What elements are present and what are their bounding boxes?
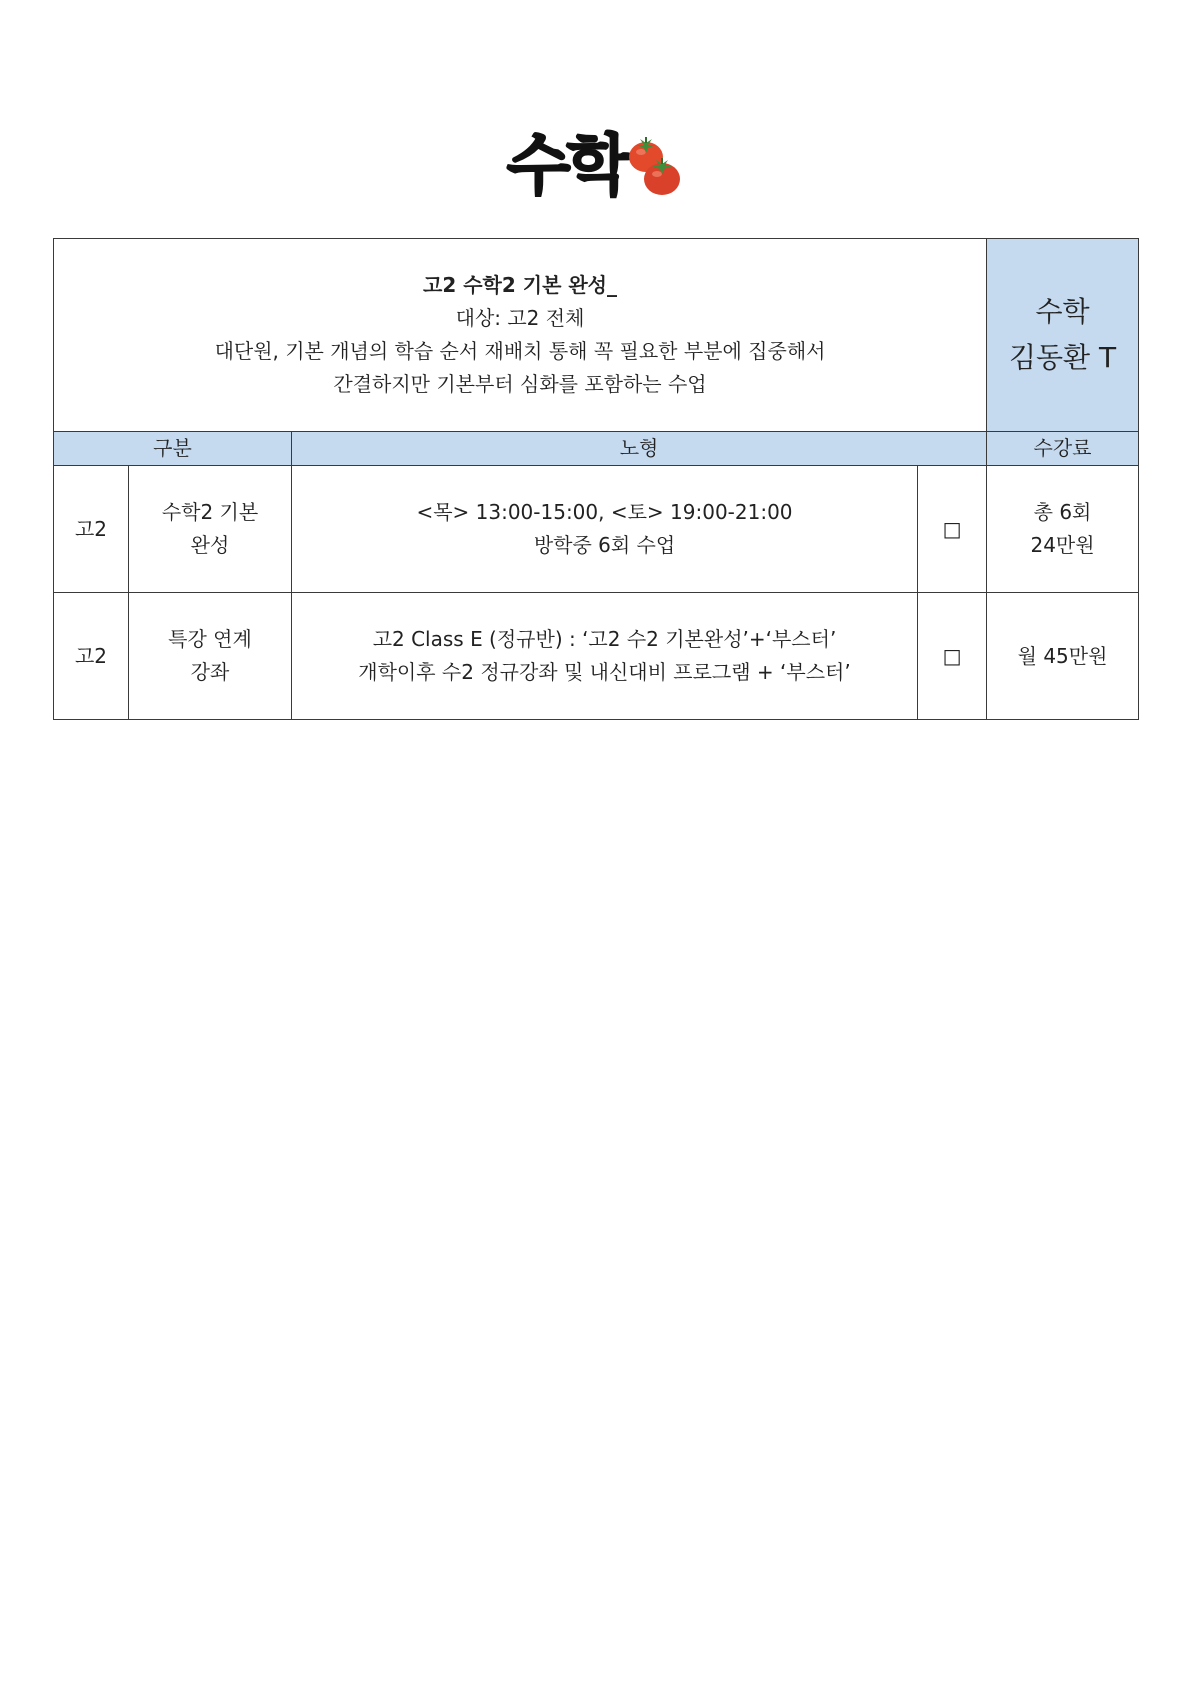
detail-line2: 방학중 6회 수업 (533, 533, 676, 557)
column-header-fee: 수강료 (987, 432, 1139, 466)
teacher-subject: 수학 (1035, 295, 1090, 328)
page-header (0, 126, 1191, 206)
fee-line2: 24만원 (1030, 533, 1095, 557)
row-detail (292, 593, 918, 720)
column-header-type: 노형 (292, 432, 987, 466)
checkbox-icon[interactable]: □ (942, 643, 962, 668)
table-row (54, 593, 1139, 720)
tomato-icon (624, 133, 684, 203)
row-grade: 고2 (54, 466, 129, 593)
table-row (54, 466, 1139, 593)
course-name-line1: 특강 연계 (168, 627, 252, 651)
course-description-line2: 간결하지만 기본부터 심화를 포함하는 수업 (333, 372, 707, 396)
course-description-line1: 대단원, 기본 개념의 학습 순서 재배치 통해 꼭 필요한 부분에 집중해서 (214, 339, 826, 363)
checkbox-icon[interactable]: □ (942, 516, 962, 541)
teacher-cell (987, 239, 1139, 432)
course-summary-cell (54, 239, 987, 432)
course-name-line2: 완성 (190, 533, 230, 557)
row-course-name (129, 466, 292, 593)
row-grade: 고2 (54, 593, 129, 720)
course-name-line1: 수학2 기본 (161, 500, 259, 524)
teacher-name: 김동환 T (1008, 341, 1117, 374)
column-header-category: 구분 (54, 432, 292, 466)
course-name-line2: 강좌 (190, 660, 230, 684)
row-fee (987, 466, 1139, 593)
course-header-row (54, 239, 1139, 432)
row-detail (292, 466, 918, 593)
course-title: 고2 수학2 기본 완성_ (423, 273, 617, 297)
detail-line2: 개학이후 수2 정규강좌 및 내신대비 프로그램 + ‘부스터’ (358, 660, 851, 684)
page-title: 수학 (506, 127, 627, 204)
course-table (53, 238, 1139, 720)
row-checkbox[interactable] (918, 466, 987, 593)
row-checkbox[interactable] (918, 593, 987, 720)
row-fee (987, 593, 1139, 720)
column-header-row (54, 432, 1139, 466)
detail-line1: 고2 Class E (정규반) : ‘고2 수2 기본완성’+‘부스터’ (372, 627, 837, 651)
fee-line1: 월 45만원 (1017, 643, 1108, 668)
detail-line1: <목> 13:00-15:00, <토> 19:00-21:00 (416, 500, 793, 524)
row-course-name (129, 593, 292, 720)
course-target: 대상: 고2 전체 (455, 306, 585, 330)
fee-line1: 총 6회 (1033, 500, 1092, 524)
